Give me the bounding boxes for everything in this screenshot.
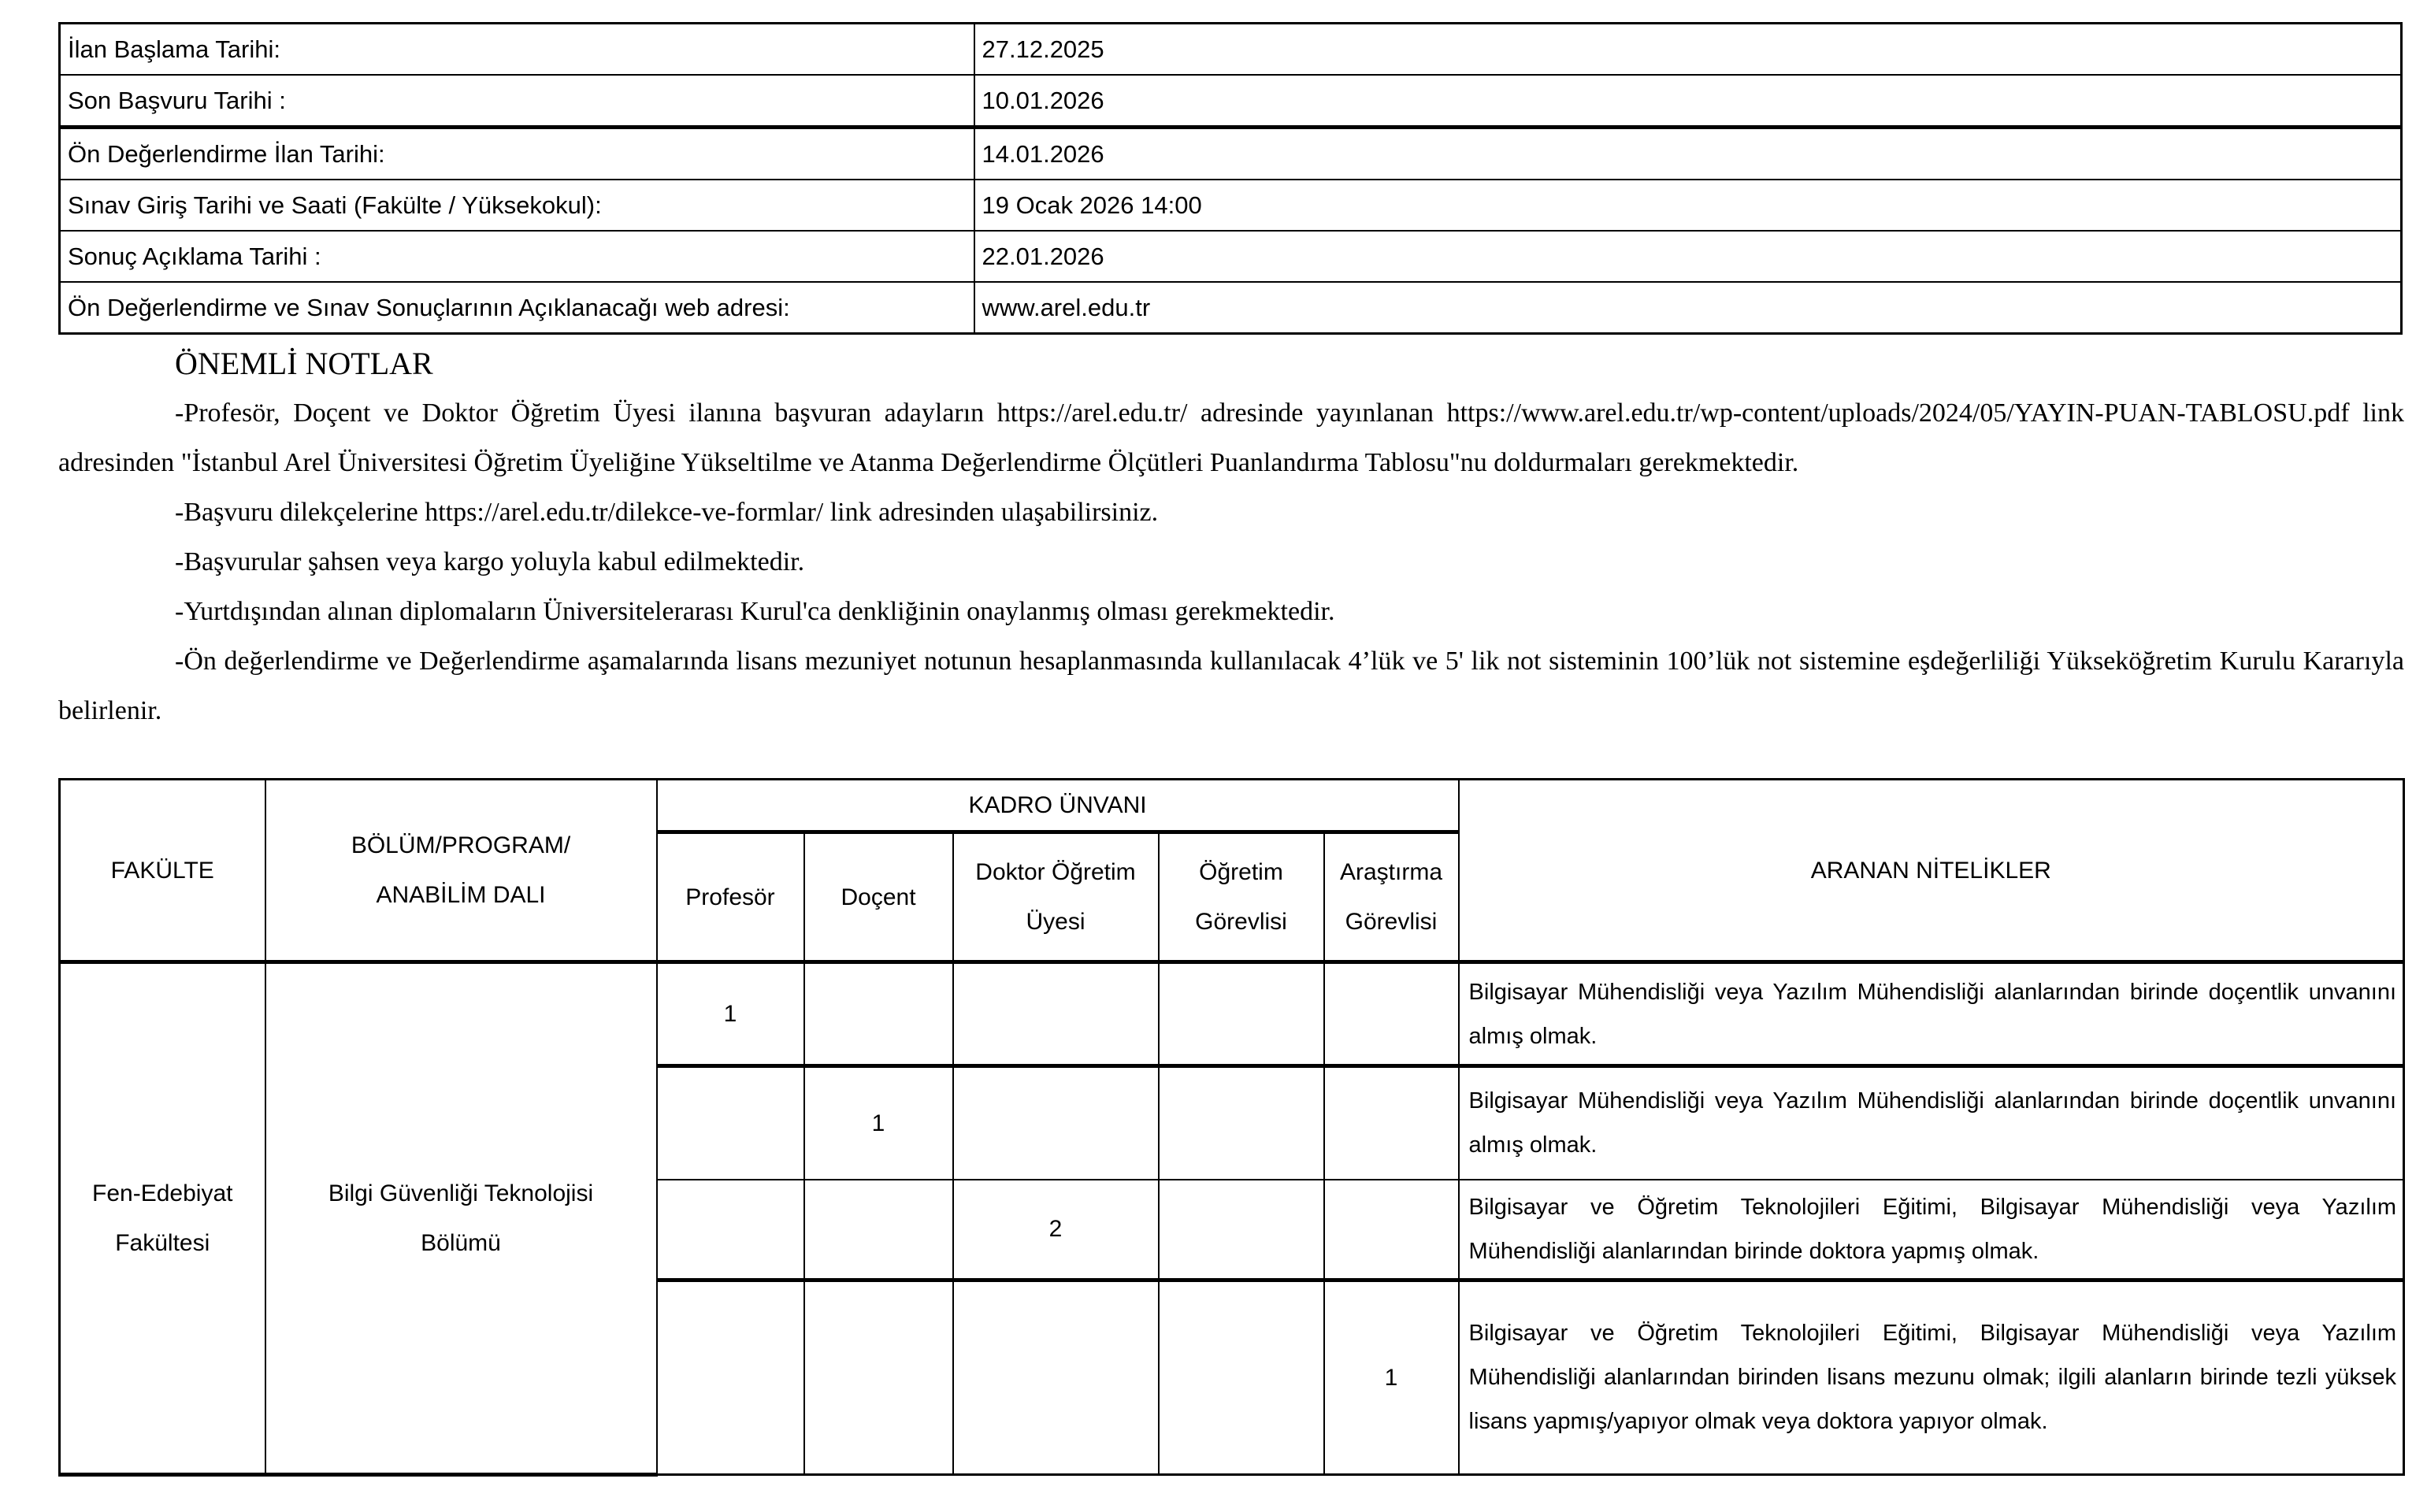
info-label: Sonuç Açıklama Tarihi : <box>60 231 974 282</box>
count-docent: 1 <box>804 1066 953 1180</box>
info-row-web-adresi <box>60 282 2402 334</box>
count-doktor <box>953 962 1159 1066</box>
header-arastirma-gorevlisi: Araştırma Görevlisi <box>1324 832 1459 962</box>
positions-header-top <box>60 780 2404 832</box>
note-paragraph-basvuru-sekli: -Başvurular şahsen veya kargo yoluyla kabul edilmektedir. <box>175 547 805 576</box>
note-paragraph-dilekce: -Başvuru dilekçelerine https://arel.edu.tr/dilekce-ve-formlar/ link adresinden ulaşabilirsiniz. <box>175 498 1159 527</box>
info-label: Son Başvuru Tarihi : <box>60 75 974 128</box>
info-row-on-degerlendirme <box>60 128 2402 180</box>
count-ogretim <box>1159 1066 1324 1180</box>
qualification-cell: Bilgisayar Mühendisliği veya Yazılım Mühendisliği alanlarından birinde doçentlik unvanını almış olmak. <box>1459 1066 2404 1180</box>
info-row-sinav-giris <box>60 180 2402 231</box>
note-paragraph-puan-tablosu: -Profesör, Doçent ve Doktor Öğretim Üyesi ilanına başvuran adayların https://arel.edu.tr/ adresinde yayınlanan https://www.arel.edu.tr/wp-content/uploads/2024/05/YAYIN-PUAN-TABLOSU.pdf link adresinden "İstanbul Arel Üniversitesi Öğretim Üyeliğine Yükseltilme ve Atanma Değerlendirme Ölçütleri Puanlandırma Tablosu"nu doldurmaları gerekmektedir. <box>58 398 2404 477</box>
qualification-cell: Bilgisayar Mühendisliği veya Yazılım Mühendisliği alanlarından birinde doçentlik unvanını almış olmak. <box>1459 962 2404 1066</box>
count-ogretim <box>1159 1180 1324 1280</box>
count-arastirma <box>1324 962 1459 1066</box>
cell-bolum: Bilgi Güvenliği Teknolojisi Bölümü <box>265 962 657 1475</box>
header-bolum-line1: BÖLÜM/PROGRAM/ <box>351 832 571 858</box>
count-arastirma <box>1324 1066 1459 1180</box>
count-arastirma <box>1324 1180 1459 1280</box>
note-paragraph-denklik: -Yurtdışından alınan diplomaların Üniversitelerarası Kurul'ca denkliğinin onaylanmış olması gerekmektedir. <box>175 597 1335 626</box>
count-profesor <box>657 1280 804 1474</box>
header-aranan-nitelikler: ARANAN NİTELİKLER <box>1459 780 2404 962</box>
count-docent <box>804 1180 953 1280</box>
info-value: 10.01.2026 <box>974 75 2402 128</box>
info-value: www.arel.edu.tr <box>974 282 2402 334</box>
header-ogretim-gorevlisi: Öğretim Görevlisi <box>1159 832 1324 962</box>
header-bolum-line2: ANABİLİM DALI <box>376 882 546 908</box>
count-docent <box>804 962 953 1066</box>
qualification-cell: Bilgisayar ve Öğretim Teknolojileri Eğitimi, Bilgisayar Mühendisliği veya Yazılım Mühendisliği alanlarından birinden lisans mezunu olmak; ilgili alanların birinde tezli yüksek lisans yapmış/yapıyor olmak veya doktora yapıyor olmak. <box>1459 1280 2404 1474</box>
header-doktor-ogretim-uyesi: Doktor Öğretim Üyesi <box>953 832 1159 962</box>
count-doktor: 2 <box>953 1180 1159 1280</box>
info-value: 19 Ocak 2026 14:00 <box>974 180 2402 231</box>
info-label: Sınav Giriş Tarihi ve Saati (Fakülte / Yüksekokul): <box>60 180 974 231</box>
info-row-son-basvuru <box>60 75 2402 128</box>
info-value: 22.01.2026 <box>974 231 2402 282</box>
notes-heading: ÖNEMLİ NOTLAR <box>175 346 433 381</box>
info-value: 27.12.2025 <box>974 24 2402 76</box>
count-ogretim <box>1159 962 1324 1066</box>
header-docent: Doçent <box>804 832 953 962</box>
position-row-profesor <box>60 962 2404 1066</box>
positions-table <box>58 778 2405 1477</box>
cell-fakulte: Fen-Edebiyat Fakültesi <box>60 962 265 1475</box>
header-profesor: Profesör <box>657 832 804 962</box>
info-value: 14.01.2026 <box>974 128 2402 180</box>
note-paragraph-not-sistemi: -Ön değerlendirme ve Değerlendirme aşamalarında lisans mezuniyet notunun hesaplanmasında kullanılacak 4’lük ve 5' lik not sisteminin 100’lük not sistemine eşdeğerliliği Yükseköğretim Kurulu Kararıyla belirlenir. <box>58 647 2404 725</box>
info-label: Ön Değerlendirme İlan Tarihi: <box>60 128 974 180</box>
important-notes-section <box>58 339 2404 736</box>
count-doktor <box>953 1066 1159 1180</box>
count-arastirma: 1 <box>1324 1280 1459 1474</box>
count-profesor <box>657 1066 804 1180</box>
header-bolum-program <box>265 780 657 962</box>
count-ogretim <box>1159 1280 1324 1474</box>
info-row-ilan-baslama <box>60 24 2402 76</box>
count-docent <box>804 1280 953 1474</box>
header-kadro-unvani: KADRO ÜNVANI <box>657 780 1459 832</box>
info-label: İlan Başlama Tarihi: <box>60 24 974 76</box>
header-fakulte: FAKÜLTE <box>60 780 265 962</box>
info-label: Ön Değerlendirme ve Sınav Sonuçlarının Açıklanacağı web adresi: <box>60 282 974 334</box>
application-dates-table <box>58 22 2403 335</box>
count-profesor: 1 <box>657 962 804 1066</box>
count-doktor <box>953 1280 1159 1474</box>
qualification-cell: Bilgisayar ve Öğretim Teknolojileri Eğitimi, Bilgisayar Mühendisliği veya Yazılım Mühendisliği alanlarından birinde doktora yapmış olmak. <box>1459 1180 2404 1280</box>
info-row-sonuc-aciklama <box>60 231 2402 282</box>
count-profesor <box>657 1180 804 1280</box>
